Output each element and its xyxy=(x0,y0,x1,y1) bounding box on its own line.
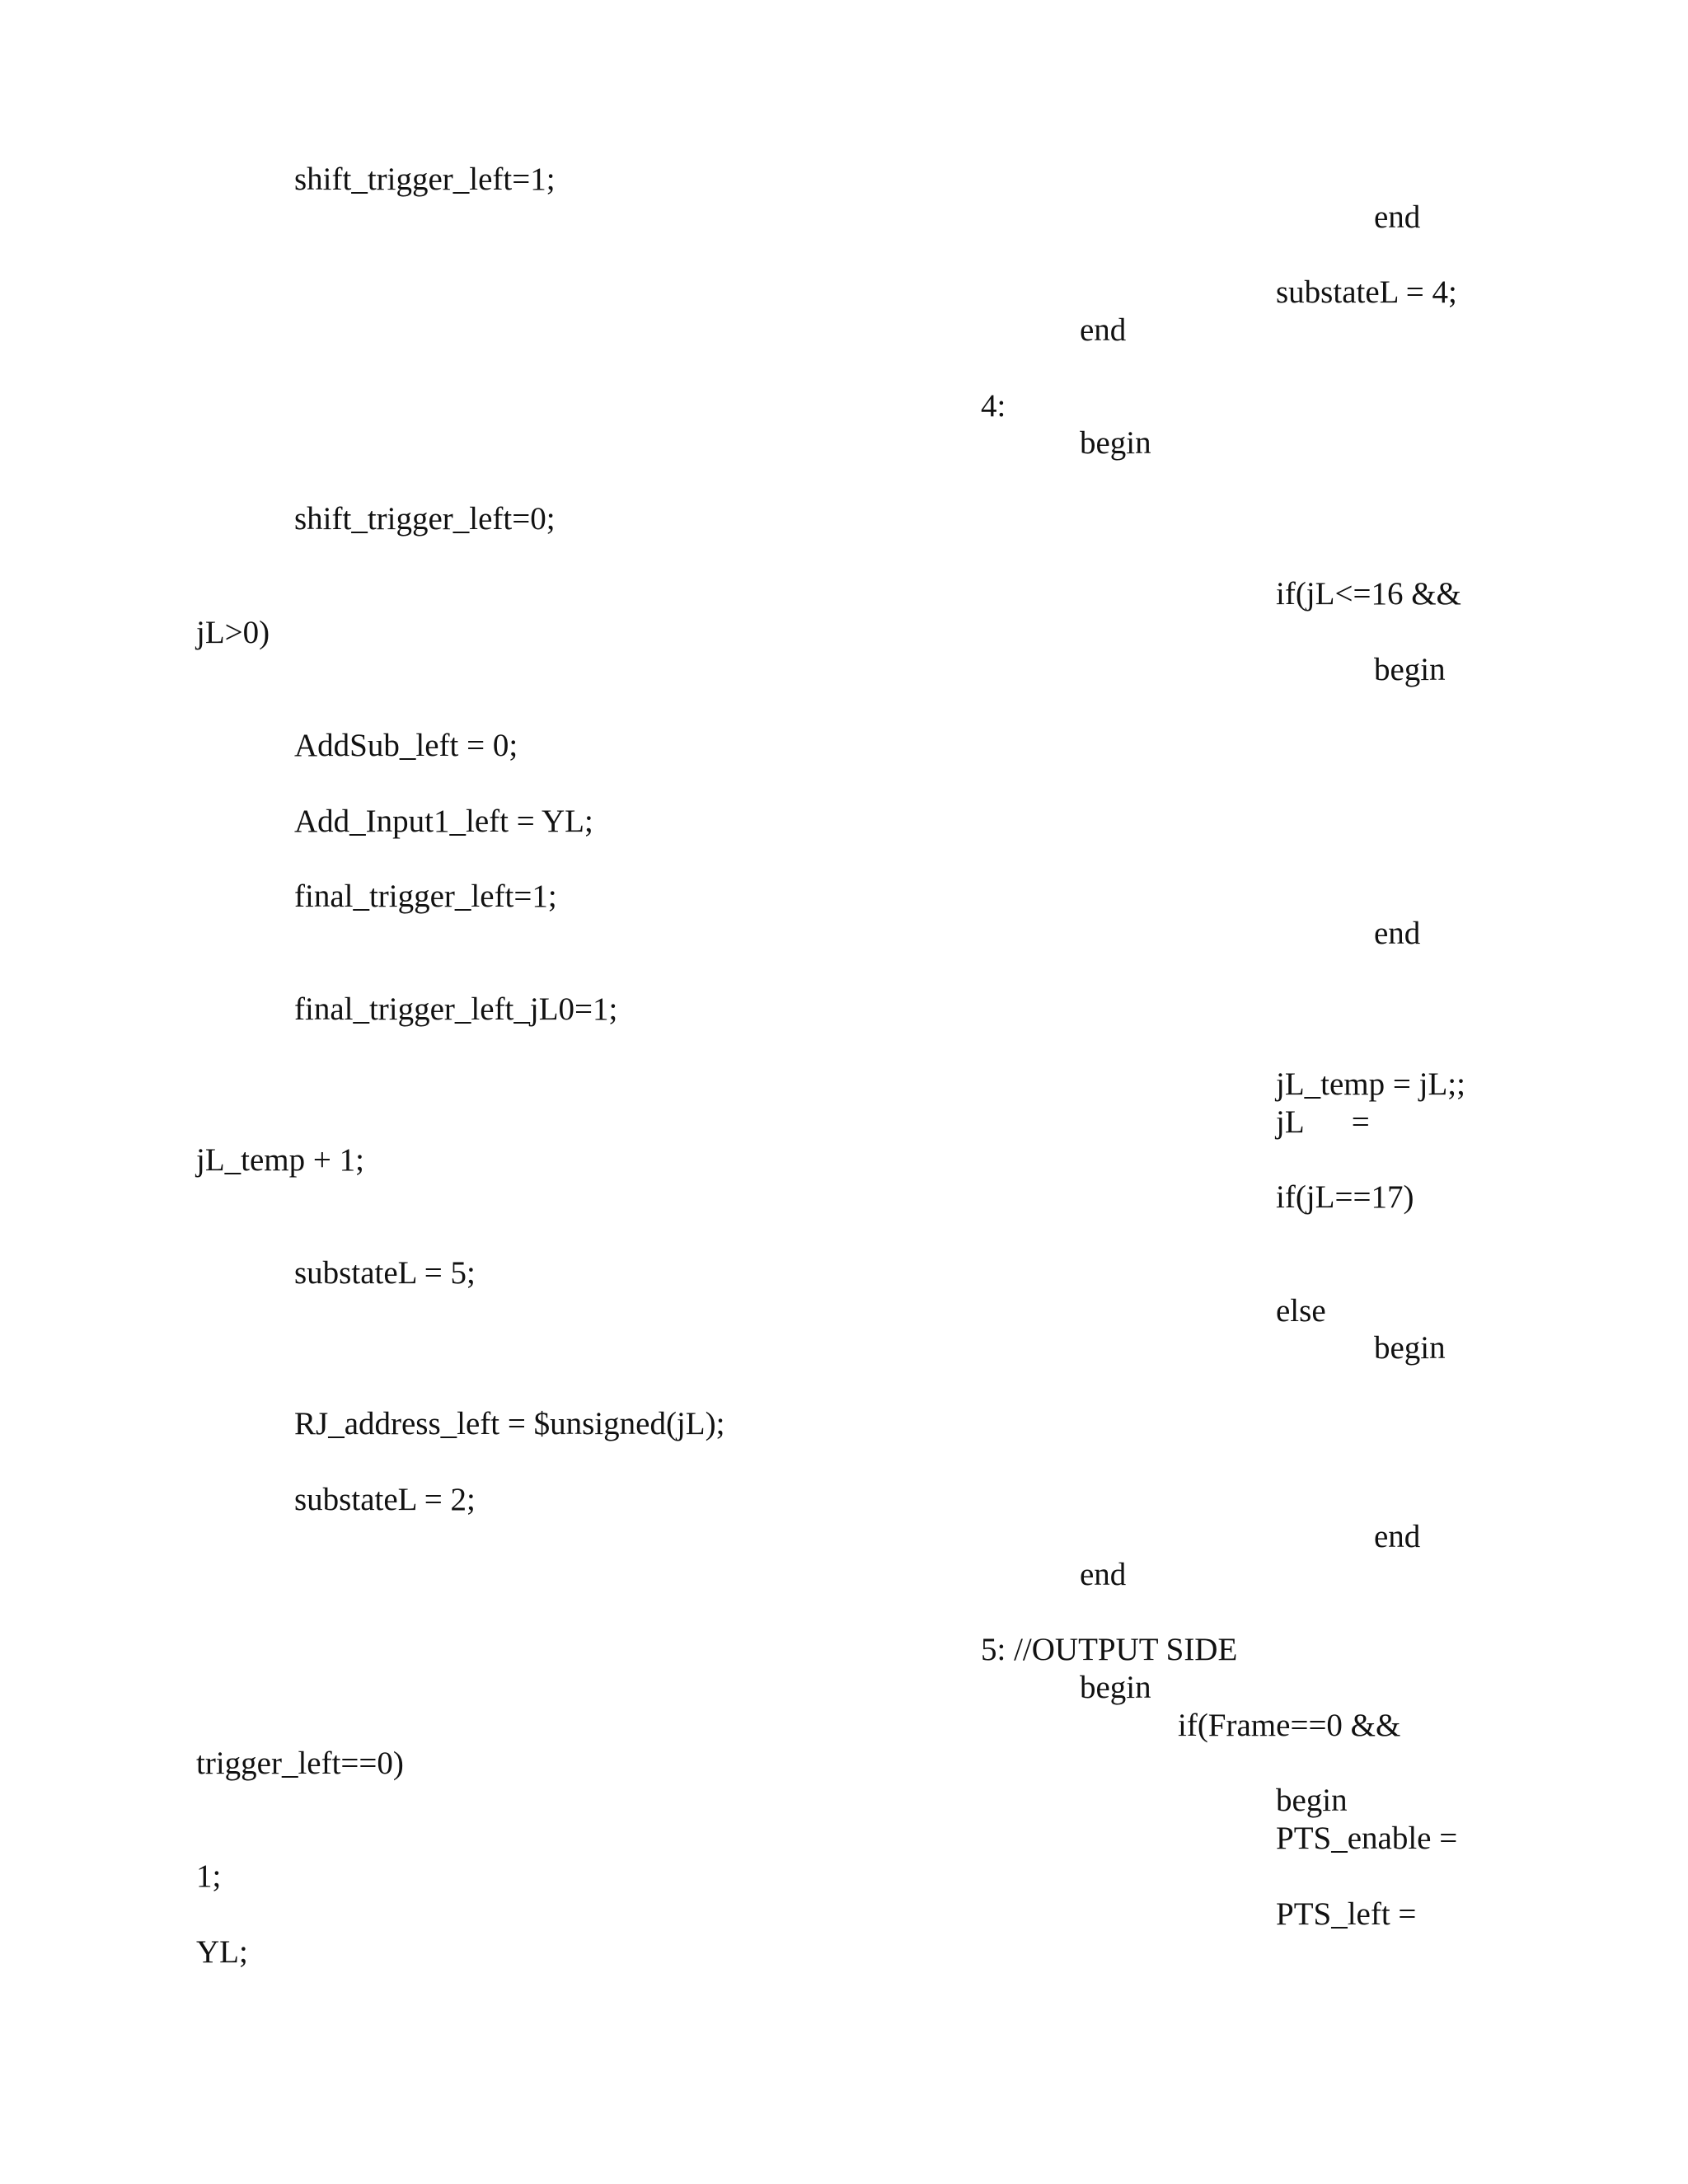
code-line: begin xyxy=(1374,1330,1446,1366)
code-line: begin xyxy=(1080,1670,1151,1705)
code-line: 4: xyxy=(981,388,1006,424)
code-line: PTS_left = xyxy=(1276,1896,1417,1932)
code-line: if(jL==17) xyxy=(1276,1179,1414,1215)
code-line: Add_Input1_left = YL; xyxy=(294,804,593,839)
code-line: jL = xyxy=(1276,1104,1370,1140)
code-line: end xyxy=(1374,199,1421,235)
code-line: substateL = 2; xyxy=(294,1482,476,1517)
code-line: end xyxy=(1080,1557,1127,1592)
code-line: jL_temp = jL;; xyxy=(1276,1066,1465,1102)
code-line: shift_trigger_left=0; xyxy=(294,501,556,537)
code-line: shift_trigger_left=1; xyxy=(294,162,556,197)
code-line: trigger_left==0) xyxy=(196,1746,404,1781)
code-line: substateL = 4; xyxy=(1276,274,1457,310)
code-line: 1; xyxy=(196,1858,222,1894)
code-line: begin xyxy=(1374,652,1446,687)
code-line: begin xyxy=(1080,425,1151,461)
code-line: 5: //OUTPUT SIDE xyxy=(981,1632,1238,1667)
code-line: jL>0) xyxy=(196,615,270,650)
code-line: substateL = 5; xyxy=(294,1255,476,1291)
code-line: jL_temp + 1; xyxy=(196,1142,364,1178)
code-line: YL; xyxy=(196,1934,248,1970)
code-line: if(jL<=16 && xyxy=(1276,576,1461,612)
code-line: final_trigger_left=1; xyxy=(294,879,557,914)
code-line: else xyxy=(1276,1293,1326,1329)
code-line: end xyxy=(1374,916,1421,951)
code-line: RJ_address_left = $unsigned(jL); xyxy=(294,1406,725,1441)
code-line: PTS_enable = xyxy=(1276,1821,1458,1856)
code-line: AddSub_left = 0; xyxy=(294,728,518,763)
code-line: final_trigger_left_jL0=1; xyxy=(294,991,618,1027)
code-line: if(Frame==0 && xyxy=(1178,1708,1401,1743)
code-line: end xyxy=(1080,312,1127,348)
code-line: begin xyxy=(1276,1783,1348,1818)
code-line: end xyxy=(1374,1519,1421,1554)
